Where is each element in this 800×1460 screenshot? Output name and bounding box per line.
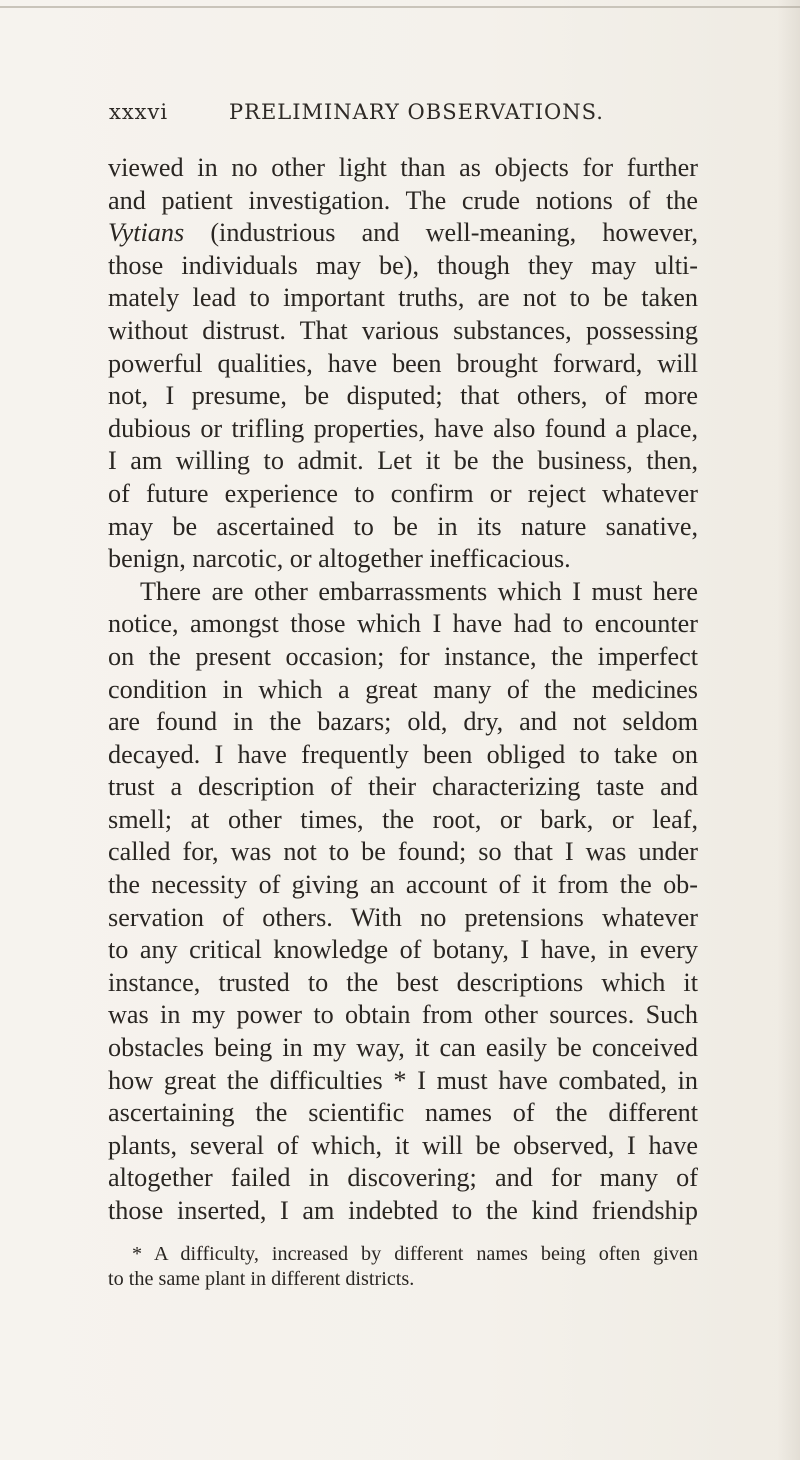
- text-line: dubious or trifling properties, have also found a place,: [108, 413, 698, 443]
- text-line: There are other embarrassments which I must here: [140, 576, 698, 606]
- text-line: on the present occasion; for instance, the imperfect: [108, 641, 698, 671]
- footnote-line: * A difficulty, increased by different names being often given: [132, 1243, 698, 1265]
- text-line: not, I presume, be disputed; that others, of more: [108, 381, 698, 411]
- top-edge-rule: [0, 6, 800, 8]
- text-line-rest: (industrious and well-meaning, however,: [184, 218, 698, 248]
- text-line: called for, was not to be found; so that I was under: [108, 837, 698, 867]
- text-line: trust a description of their characterizing taste and: [108, 772, 698, 802]
- text-line: plants, several of which, it will be observed, I have: [108, 1130, 698, 1160]
- text-line: I am willing to admit. Let it be the business, then,: [108, 446, 698, 476]
- text-line: servation of others. With no pretensions whatever: [108, 902, 698, 932]
- text-line-vytians: [108, 217, 698, 250]
- text-line: benign, narcotic, or altogether inefficacious.: [108, 544, 571, 574]
- text-line: how great the difficulties * I must have combated, in: [108, 1065, 698, 1095]
- italic-word: Vytians: [108, 218, 185, 248]
- text-line: was in my power to obtain from other sources. Such: [108, 1000, 698, 1030]
- body-text: [108, 152, 698, 1228]
- running-title: PRELIMINARY OBSERVATIONS.: [229, 100, 604, 124]
- page-header: [109, 100, 699, 140]
- page-edge-shadow: [778, 0, 800, 1460]
- text-line: those individuals may be), though they may ulti-: [108, 250, 698, 280]
- text-line: altogether failed in discovering; and for many of: [108, 1163, 698, 1193]
- text-line: decayed. I have frequently been obliged to take on: [108, 739, 698, 769]
- page-number: xxxvi: [109, 100, 169, 124]
- text-line: obstacles being in my way, it can easily be conceived: [108, 1033, 698, 1063]
- text-line: to any critical knowledge of botany, I have, in every: [108, 935, 698, 965]
- text-line: those inserted, I am indebted to the kind friendship: [108, 1196, 698, 1225]
- text-line: without distrust. That various substances, possessing: [108, 315, 698, 345]
- text-line: mately lead to important truths, are not to be taken: [108, 283, 698, 313]
- text-line: and patient investigation. The crude notions of the: [108, 185, 698, 215]
- text-line: instance, trusted to the best descriptions which it: [108, 967, 698, 997]
- footnote-line: to the same plant in different districts.: [108, 1268, 415, 1290]
- text-line: are found in the bazars; old, dry, and not seldom: [108, 707, 698, 737]
- text-line: viewed in no other light than as objects for further: [108, 153, 698, 182]
- text-line: notice, amongst those which I have had to encounter: [108, 609, 698, 639]
- text-line: of future experience to confirm or reject whatever: [108, 478, 698, 508]
- text-line: may be ascertained to be in its nature sanative,: [108, 511, 698, 541]
- text-line: the necessity of giving an account of it from the ob-: [108, 870, 698, 900]
- footnote: [108, 1242, 698, 1292]
- text-line: ascertaining the scientific names of the different: [108, 1098, 698, 1128]
- text-line: smell; at other times, the root, or bark, or leaf,: [108, 804, 698, 834]
- text-line: condition in which a great many of the medicines: [108, 674, 698, 704]
- text-line: powerful qualities, have been brought forward, will: [108, 348, 698, 378]
